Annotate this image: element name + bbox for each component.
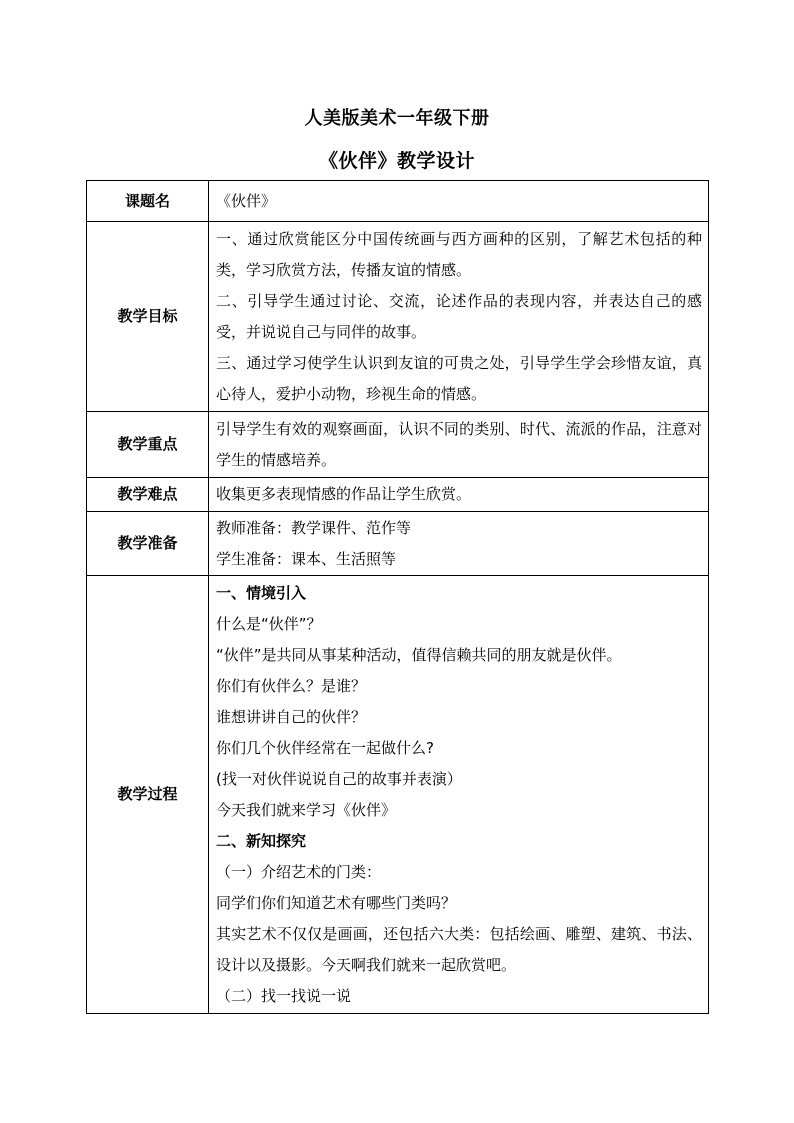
table-row-objectives [87,222,709,412]
process-line: 你们有伙伴么？是谁？ [216,676,367,695]
key-points-label: 教学重点 [87,412,209,478]
teacher-preparation: 教师准备：教学课件、范作等 [216,518,412,537]
process-line: 同学们你们知道艺术有哪些门类吗？ [216,893,457,912]
objectives-label: 教学目标 [87,222,209,412]
document-title: 《伙伴》教学设计 [318,150,475,172]
process-label: 教学过程 [87,576,209,1014]
document-subtitle: 人美版美术一年级下册 [304,108,490,129]
process-line: 今天我们就来学习《伙伴》 [216,800,397,819]
section-heading-intro: 一、情境引入 [216,583,307,602]
process-content [209,576,709,1014]
process-line: 其实艺术不仅仅是画画，还包括六大类：包括绘画、雕塑、建筑、书法、设计以及摄影。今天啊我们就来一起欣赏吧。 [216,924,702,974]
section-heading-explore: 二、新知探究 [216,831,307,850]
student-preparation: 学生准备：课本、生活照等 [216,549,397,568]
objective-3: 三、通过学习使学生认识到友谊的可贵之处，引导学生学会珍惜友谊，真心待人，爱护小动物，珍视生命的情感。 [216,353,702,403]
preparation-content [209,512,709,576]
topic-label: 课题名 [87,181,209,222]
table-row-preparation [87,512,709,576]
table-row-topic [87,181,709,222]
preparation-label: 教学准备 [87,512,209,576]
topic-value: 《伙伴》 [209,181,709,222]
objective-2: 二、引导学生通过讨论、交流，论述作品的表现内容，并表达自己的感受，并说说自己与同伴的故事。 [216,291,702,341]
process-line: (找一对伙伴说说自己的故事并表演） [216,769,462,788]
process-line: 什么是“伙伴”？ [216,614,322,633]
table-row-process [87,576,709,1014]
process-line: 你们几个伙伴经常在一起做什么? [216,738,434,757]
key-points-content: 引导学生有效的观察画面，认识不同的类别、时代、流派的作品，注意对学生的情感培养。 [209,412,709,478]
objectives-content [209,222,709,412]
lesson-plan-table [86,180,709,1014]
difficulties-content: 收集更多表现情感的作品让学生欣赏。 [209,478,709,512]
process-line: 谁想讲讲自己的伙伴？ [216,707,367,726]
process-line: “伙伴”是共同从事某种活动，值得信赖共同的朋友就是伙伴。 [216,645,622,664]
difficulties-label: 教学难点 [87,478,209,512]
objective-1: 一、通过欣赏能区分中国传统画与西方画种的区别，了解艺术包括的种类，学习欣赏方法，传播友谊的情感。 [216,229,702,279]
process-line: （一）介绍艺术的门类： [216,862,382,881]
table-row-difficulties [87,478,709,512]
process-line: （二）找一找说一说 [216,986,352,1005]
table-row-key-points [87,412,709,478]
